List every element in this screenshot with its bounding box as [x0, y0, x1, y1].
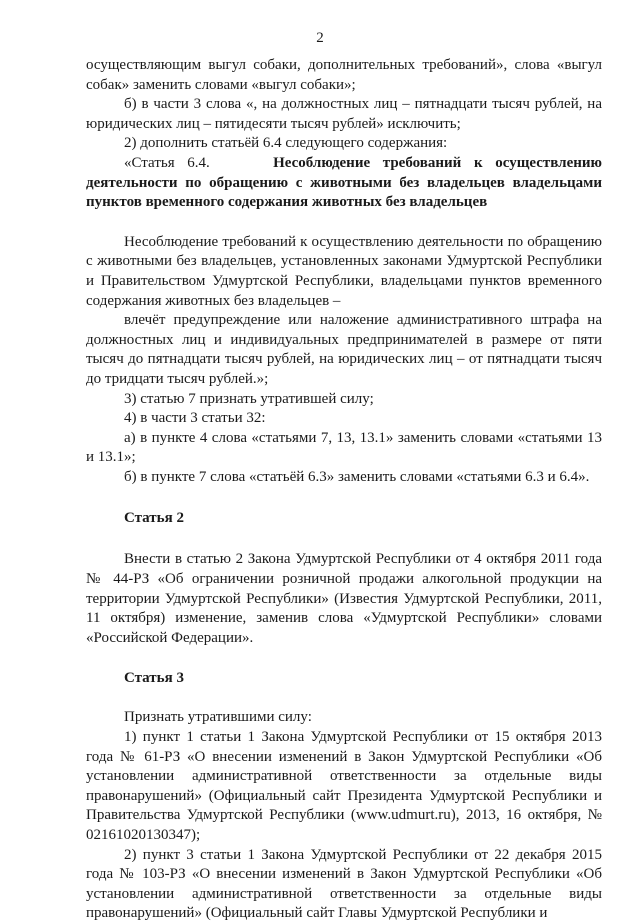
article-3-title: Статья 3 [124, 670, 184, 687]
document-body [86, 56, 602, 924]
paragraph-item-a: а) в пункте 4 слова «статьями 7, 13, 13.1» заменить словами «статьями 13 и 13.1»; [86, 429, 602, 466]
paragraph-penalty: влечёт предупреждение или наложение административного штрафа на должностных лиц и индивидуальных предпринимателей в размере от пяти тысяч до пятнадцати тысяч рублей, на юридических лиц – от пятнадцати тысяч до тридцати тысяч рублей.»; [86, 312, 602, 387]
article-6-4-heading [86, 154, 602, 213]
paragraph-article-3-intro: Признать утратившими силу: [124, 709, 312, 726]
paragraph-item-3: 3) статью 7 признать утратившей силу; [124, 390, 374, 407]
paragraph-item-4: 4) в части 3 статьи 32: [124, 410, 266, 427]
article-6-4-number: «Статья 6.4. [124, 154, 210, 171]
article-6-4-title: Несоблюдение требований к осуществлению деятельности по обращению с животными без владельцев владельцами пунктов временного содержания животных без владельцев [86, 154, 602, 211]
paragraph-item-2: 2) дополнить статьёй 6.4 следующего содержания: [124, 135, 448, 152]
paragraph-item-b: б) в части 3 слова «, на должностных лиц – пятнадцати тысяч рублей, на юридических лиц – пятидесяти тысяч рублей» исключить; [86, 96, 602, 132]
paragraph-article-2-text: Внести в статью 2 Закона Удмуртской Республики от 4 октября 2011 года № 44-РЗ «Об ограничении розничной продажи алкогольной продукции на территории Удмуртской Республики» (Известия Удмуртской Республики, 2011, 11 октября) изменение, заменив слова «Удмуртской Республики» словами «Российской Федерации». [86, 551, 602, 646]
paragraph-item-b2: б) в пункте 7 слова «статьёй 6.3» заменить словами «статьями 6.3 и 6.4». [124, 468, 590, 485]
paragraph-continuation: осуществляющим выгул собаки, дополнительных требований», слова «выгул собак» заменить словами «выгул собаки»; [86, 57, 602, 93]
page-number: 2 [316, 30, 324, 46]
paragraph-article-3-item-1: 1) пункт 1 статьи 1 Закона Удмуртской Республики от 15 октября 2013 года № 61-РЗ «О внесении изменений в Закон Удмуртской Республики «Об установлении административной ответственности за отдельные виды правонарушений» (Официальный сайт Президента Удмуртской Республики и Правительства Удмуртской Республики (www.udmurt.ru), 2013, 16 октября, № 02161020130347); [86, 729, 602, 843]
paragraph-offense: Несоблюдение требований к осуществлению деятельности по обращению с животными без владельцев, установленных законами Удмуртской Республики и Правительством Удмуртской Республики, владельцами пунктов временного содержания животных без владельцев – [86, 233, 602, 309]
paragraph-article-3-item-2: 2) пункт 3 статьи 1 Закона Удмуртской Республики от 22 декабря 2015 года № 103-РЗ «О внесении изменений в Закон Удмуртской Республики «Об установлении административной ответственности за отдельные виды правонарушений» (Официальный сайт Главы Удмуртской Республики и [86, 846, 602, 922]
article-2-title: Статья 2 [124, 510, 184, 527]
